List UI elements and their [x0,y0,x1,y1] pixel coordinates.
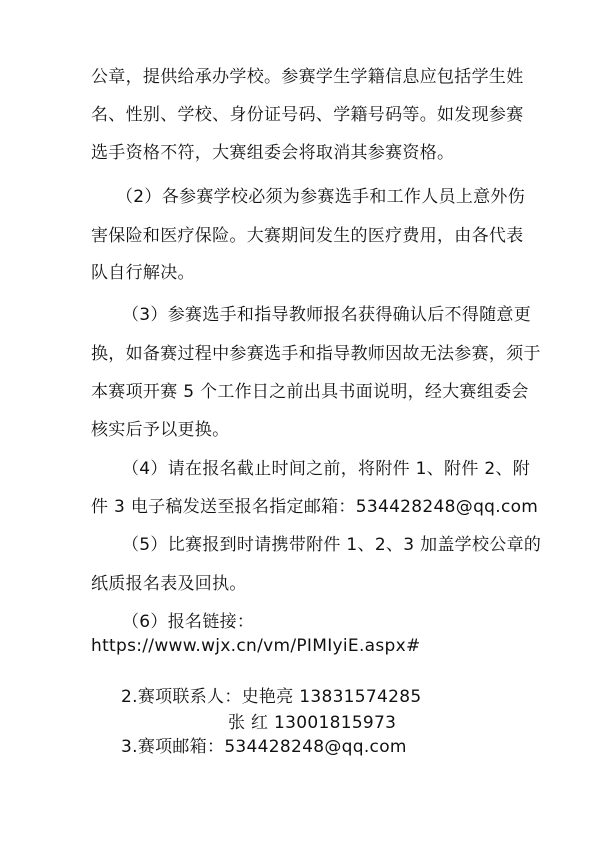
contact-email-line: 3.赛项邮箱：534428248@qq.com [121,737,407,757]
para3-line4: 核实后予以更换。 [91,420,230,440]
para1-line1: 公章，提供给承办学校。参赛学生学籍信息应包括学生姓 [91,67,524,87]
para4-line2: 件 3 电子稿发送至报名指定邮箱：534428248@qq.com [91,497,539,517]
para2-line2: 害保险和医疗保险。大赛期间发生的医疗费用，由各代表 [91,226,524,246]
para5-line1: （5）比赛报到时请携带附件 1、2、3 加盖学校公章的 [122,535,542,555]
registration-link[interactable]: https://www.wjx.cn/vm/PIMIyiE.aspx# [91,636,421,656]
para3-line3: 本赛项开赛 5 个工作日之前出具书面说明，经大赛组委会 [91,382,529,402]
para6-line1: （6）报名链接： [122,612,255,632]
para2-line1: （2）各参赛学校必须为参赛选手和工作人员上意外伤 [116,187,526,207]
para2-line3: 队自行解决。 [91,263,195,283]
para4-line1: （4）请在报名截止时间之前，将附件 1、附件 2、附 [122,459,531,479]
contact-person-line2: 张 红 13001815973 [228,713,397,733]
para1-line2: 名、性别、学校、身份证号码、学籍号码等。如发现参赛 [91,105,524,125]
para1-line3: 选手资格不符，大赛组委会将取消其参赛资格。 [91,143,455,163]
contact-person-line: 2.赛项联系人：史艳亮 13831574285 [121,687,422,707]
para3-line1: （3）参赛选手和指导教师报名获得确认后不得随意更 [122,305,532,325]
para3-line2: 换，如备赛过程中参赛选手和指导教师因故无法参赛，须于 [91,344,541,364]
para5-line2: 纸质报名表及回执。 [91,574,247,594]
